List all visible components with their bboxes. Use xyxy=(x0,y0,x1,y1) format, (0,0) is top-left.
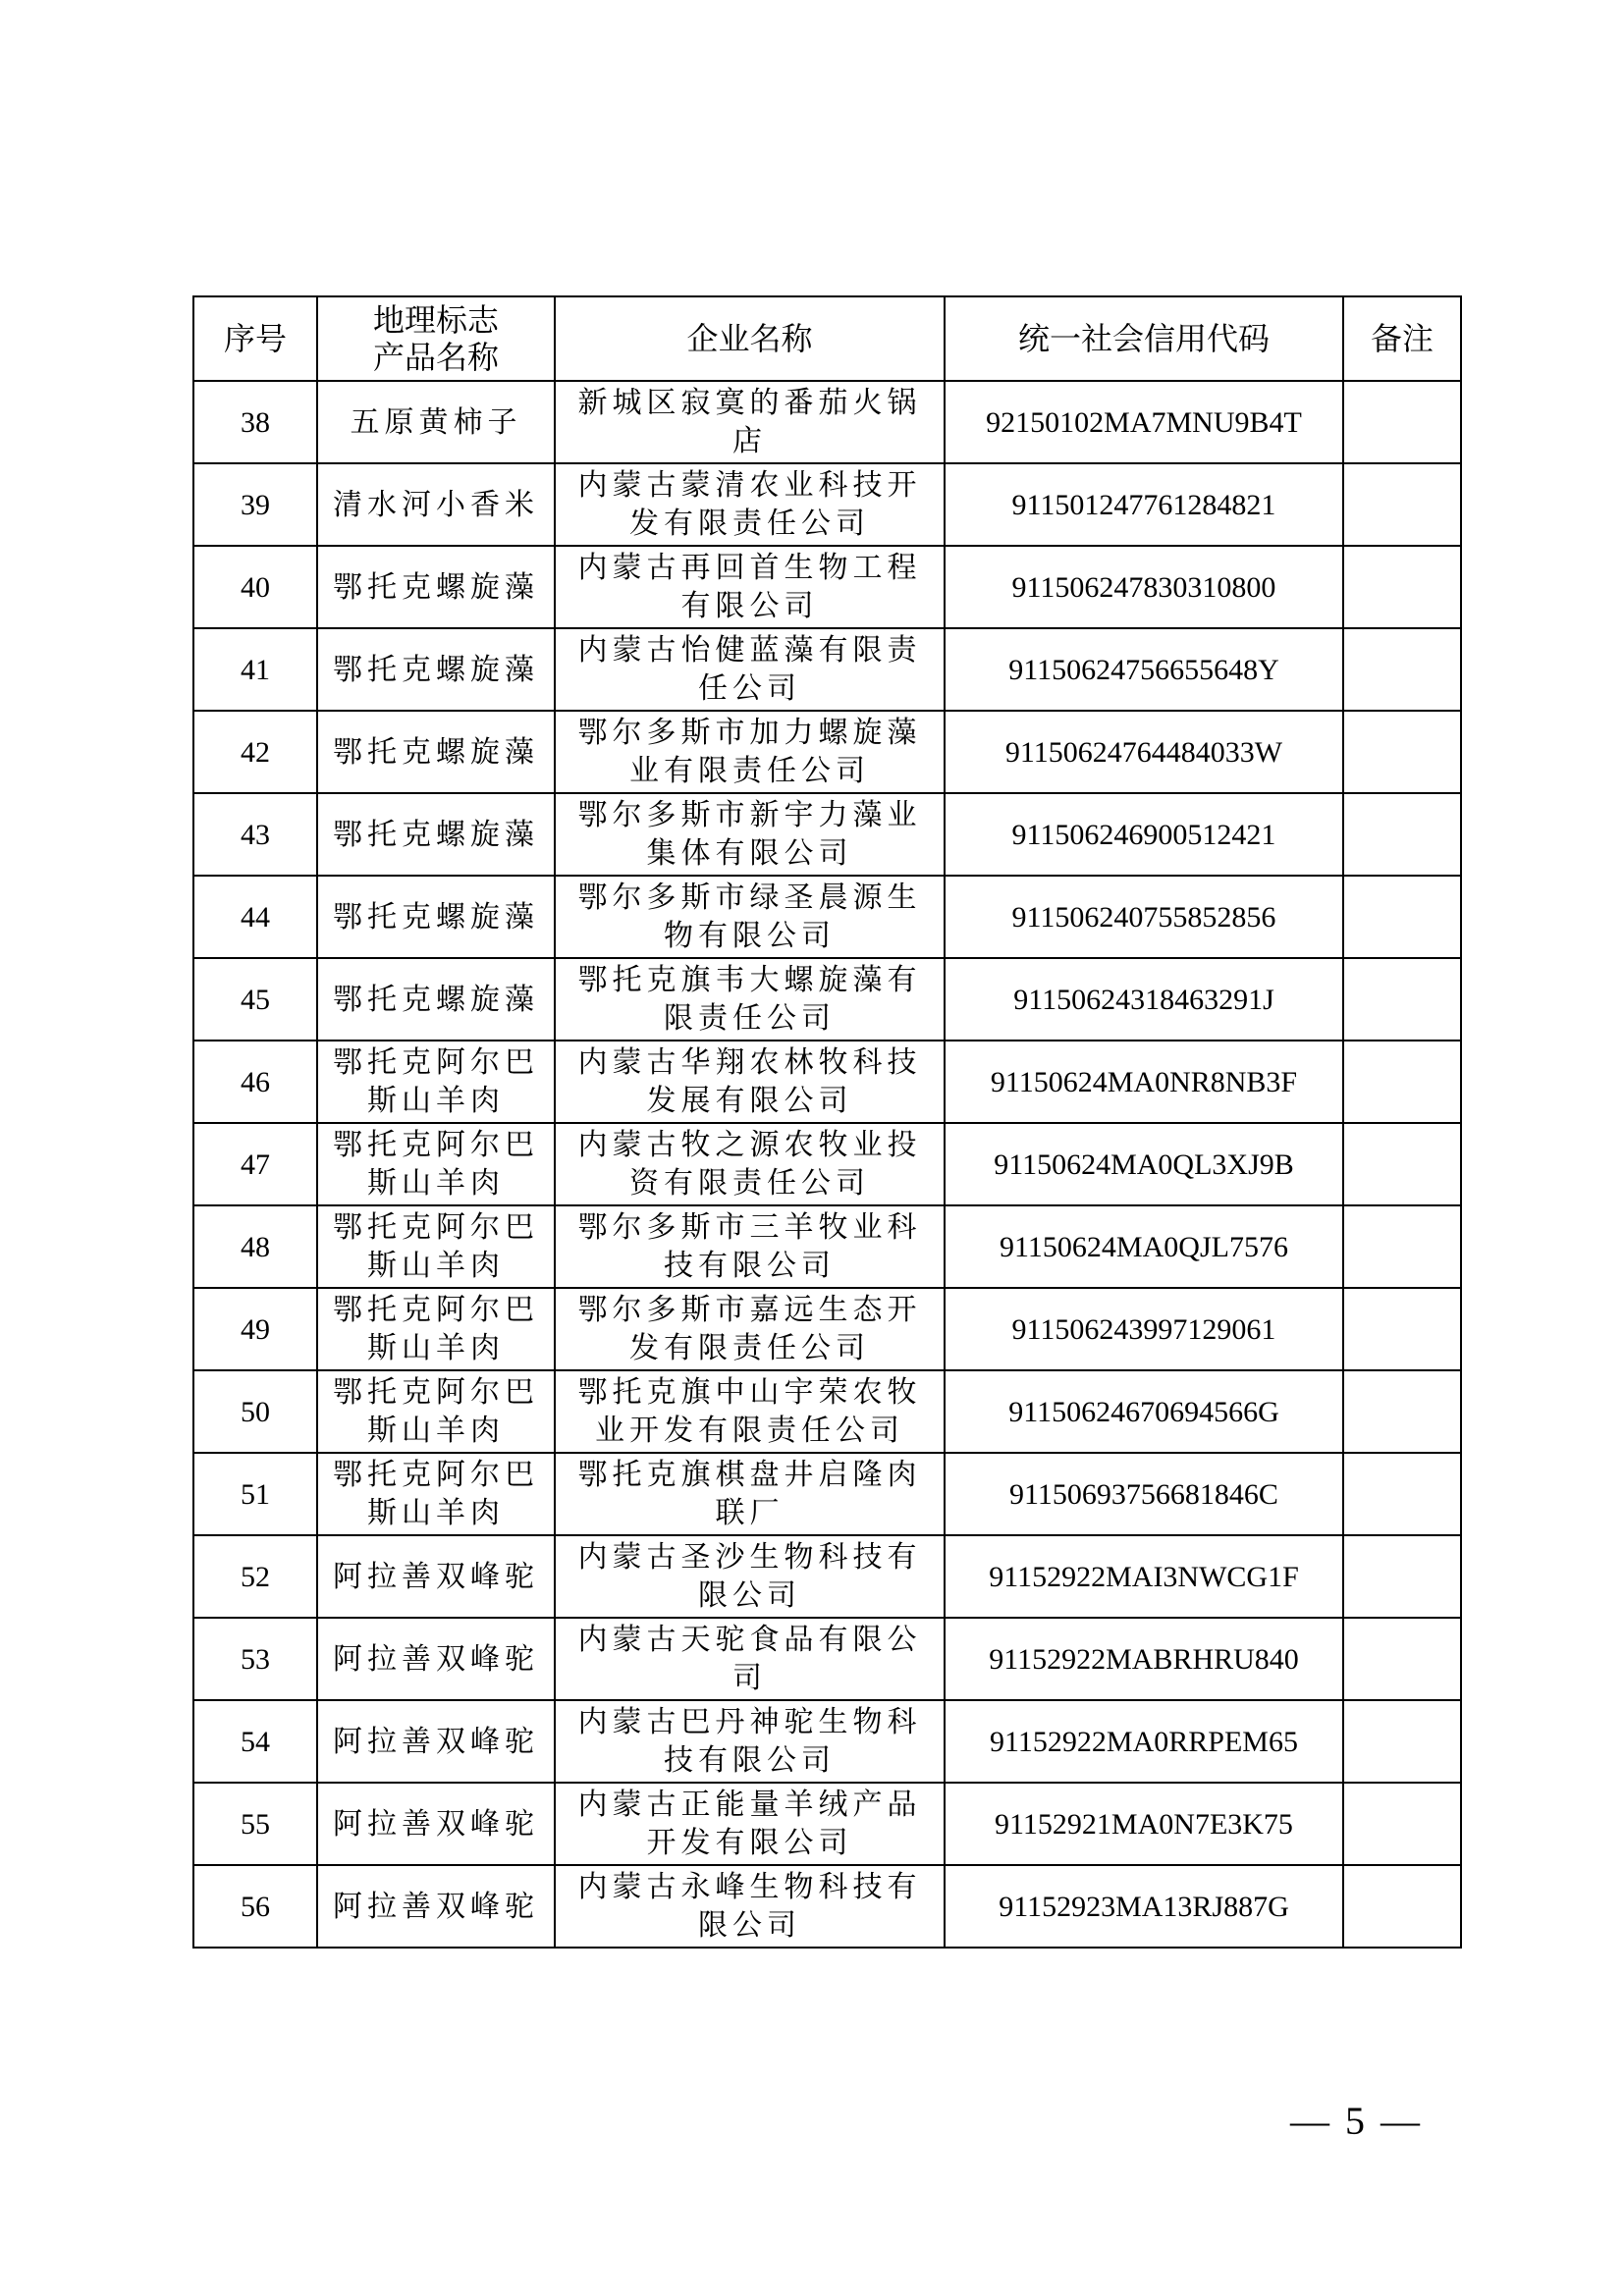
cell-remark xyxy=(1343,1618,1461,1700)
cell-no: 55 xyxy=(193,1783,317,1865)
cell-remark xyxy=(1343,1370,1461,1453)
table-row xyxy=(193,381,1461,463)
cell-product: 鄂托克阿尔巴斯山羊肉 xyxy=(317,1123,555,1205)
cell-product: 鄂托克阿尔巴斯山羊肉 xyxy=(317,1205,555,1288)
cell-credit-code: 91152923MA13RJ887G xyxy=(945,1865,1343,1948)
cell-credit-code: 91150624318463291J xyxy=(945,958,1343,1041)
cell-remark xyxy=(1343,1700,1461,1783)
table-row xyxy=(193,958,1461,1041)
cell-remark xyxy=(1343,463,1461,546)
table-row xyxy=(193,1041,1461,1123)
cell-credit-code: 91150624764484033W xyxy=(945,711,1343,793)
cell-company: 鄂尔多斯市嘉远生态开发有限责任公司 xyxy=(555,1288,945,1370)
cell-company: 内蒙古天驼食品有限公司 xyxy=(555,1618,945,1700)
cell-remark xyxy=(1343,876,1461,958)
cell-no: 48 xyxy=(193,1205,317,1288)
cell-remark xyxy=(1343,1865,1461,1948)
cell-credit-code: 91152921MA0N7E3K75 xyxy=(945,1783,1343,1865)
cell-remark xyxy=(1343,1453,1461,1535)
table-row xyxy=(193,711,1461,793)
cell-no: 41 xyxy=(193,628,317,711)
cell-no: 43 xyxy=(193,793,317,876)
cell-company: 内蒙古牧之源农牧业投资有限责任公司 xyxy=(555,1123,945,1205)
table-row xyxy=(193,1700,1461,1783)
cell-credit-code: 91150624MA0NR8NB3F xyxy=(945,1041,1343,1123)
header-company: 企业名称 xyxy=(555,296,945,381)
cell-company: 内蒙古圣沙生物科技有限公司 xyxy=(555,1535,945,1618)
cell-company: 鄂托克旗棋盘井启隆肉联厂 xyxy=(555,1453,945,1535)
cell-credit-code: 91152922MABRHRU840 xyxy=(945,1618,1343,1700)
cell-company: 内蒙古正能量羊绒产品开发有限公司 xyxy=(555,1783,945,1865)
header-product: 地理标志产品名称 xyxy=(317,296,555,381)
cell-credit-code: 91150624670694566G xyxy=(945,1370,1343,1453)
table-row xyxy=(193,876,1461,958)
cell-company: 内蒙古华翔农林牧科技发展有限公司 xyxy=(555,1041,945,1123)
header-remark: 备注 xyxy=(1343,296,1461,381)
cell-product: 鄂托克螺旋藻 xyxy=(317,876,555,958)
cell-credit-code: 911506246900512421 xyxy=(945,793,1343,876)
cell-remark xyxy=(1343,1123,1461,1205)
cell-no: 50 xyxy=(193,1370,317,1453)
cell-no: 56 xyxy=(193,1865,317,1948)
cell-remark xyxy=(1343,1205,1461,1288)
cell-product: 阿拉善双峰驼 xyxy=(317,1783,555,1865)
cell-remark xyxy=(1343,628,1461,711)
table-row xyxy=(193,1865,1461,1948)
cell-credit-code: 911506240755852856 xyxy=(945,876,1343,958)
table-row xyxy=(193,463,1461,546)
table-row xyxy=(193,1205,1461,1288)
cell-product: 鄂托克螺旋藻 xyxy=(317,546,555,628)
header-row xyxy=(193,296,1461,381)
table-header xyxy=(193,296,1461,381)
table-row xyxy=(193,1370,1461,1453)
cell-company: 内蒙古巴丹神驼生物科技有限公司 xyxy=(555,1700,945,1783)
cell-company: 内蒙古怡健蓝藻有限责任公司 xyxy=(555,628,945,711)
cell-remark xyxy=(1343,793,1461,876)
cell-product: 鄂托克螺旋藻 xyxy=(317,711,555,793)
table-row xyxy=(193,1453,1461,1535)
table-row xyxy=(193,1783,1461,1865)
cell-no: 46 xyxy=(193,1041,317,1123)
cell-no: 49 xyxy=(193,1288,317,1370)
cell-no: 40 xyxy=(193,546,317,628)
enterprise-table xyxy=(192,295,1462,1949)
cell-credit-code: 92150102MA7MNU9B4T xyxy=(945,381,1343,463)
cell-remark xyxy=(1343,1288,1461,1370)
cell-product: 阿拉善双峰驼 xyxy=(317,1535,555,1618)
cell-credit-code: 91152922MAI3NWCG1F xyxy=(945,1535,1343,1618)
cell-remark xyxy=(1343,1783,1461,1865)
cell-product: 阿拉善双峰驼 xyxy=(317,1865,555,1948)
cell-product: 鄂托克阿尔巴斯山羊肉 xyxy=(317,1041,555,1123)
footer-dash-right: — xyxy=(1380,2099,1420,2143)
cell-company: 新城区寂寞的番茄火锅店 xyxy=(555,381,945,463)
cell-product: 清水河小香米 xyxy=(317,463,555,546)
cell-no: 38 xyxy=(193,381,317,463)
table-row xyxy=(193,628,1461,711)
table-row xyxy=(193,1535,1461,1618)
cell-product: 鄂托克阿尔巴斯山羊肉 xyxy=(317,1288,555,1370)
cell-product: 鄂托克螺旋藻 xyxy=(317,793,555,876)
cell-company: 鄂尔多斯市绿圣晨源生物有限公司 xyxy=(555,876,945,958)
page-number: 5 xyxy=(1345,2099,1365,2143)
cell-no: 53 xyxy=(193,1618,317,1700)
cell-product: 五原黄柿子 xyxy=(317,381,555,463)
cell-product: 阿拉善双峰驼 xyxy=(317,1618,555,1700)
table-row xyxy=(193,1288,1461,1370)
cell-credit-code: 911506247830310800 xyxy=(945,546,1343,628)
cell-credit-code: 91150624MA0QL3XJ9B xyxy=(945,1123,1343,1205)
cell-product: 鄂托克阿尔巴斯山羊肉 xyxy=(317,1370,555,1453)
cell-company: 鄂托克旗韦大螺旋藻有限责任公司 xyxy=(555,958,945,1041)
cell-remark xyxy=(1343,711,1461,793)
cell-product: 鄂托克阿尔巴斯山羊肉 xyxy=(317,1453,555,1535)
cell-credit-code: 91152922MA0RRPEM65 xyxy=(945,1700,1343,1783)
cell-remark xyxy=(1343,958,1461,1041)
cell-no: 54 xyxy=(193,1700,317,1783)
cell-company: 鄂托克旗中山宇荣农牧业开发有限责任公司 xyxy=(555,1370,945,1453)
cell-product: 鄂托克螺旋藻 xyxy=(317,628,555,711)
cell-no: 52 xyxy=(193,1535,317,1618)
cell-remark xyxy=(1343,546,1461,628)
table-row xyxy=(193,1123,1461,1205)
cell-remark xyxy=(1343,1041,1461,1123)
footer-dash-left: — xyxy=(1290,2099,1329,2143)
cell-company: 内蒙古蒙清农业科技开发有限责任公司 xyxy=(555,463,945,546)
cell-credit-code: 911506243997129061 xyxy=(945,1288,1343,1370)
header-credit-code: 统一社会信用代码 xyxy=(945,296,1343,381)
cell-credit-code: 91150624756655648Y xyxy=(945,628,1343,711)
cell-product: 鄂托克螺旋藻 xyxy=(317,958,555,1041)
cell-remark xyxy=(1343,1535,1461,1618)
cell-company: 鄂尔多斯市加力螺旋藻业有限责任公司 xyxy=(555,711,945,793)
cell-company: 内蒙古永峰生物科技有限公司 xyxy=(555,1865,945,1948)
cell-no: 39 xyxy=(193,463,317,546)
cell-remark xyxy=(1343,381,1461,463)
cell-company: 鄂尔多斯市三羊牧业科技有限公司 xyxy=(555,1205,945,1288)
cell-product: 阿拉善双峰驼 xyxy=(317,1700,555,1783)
cell-credit-code: 911501247761284821 xyxy=(945,463,1343,546)
cell-no: 45 xyxy=(193,958,317,1041)
table-row xyxy=(193,1618,1461,1700)
table-row xyxy=(193,793,1461,876)
cell-credit-code: 91150693756681846C xyxy=(945,1453,1343,1535)
cell-no: 47 xyxy=(193,1123,317,1205)
cell-no: 44 xyxy=(193,876,317,958)
page-footer xyxy=(1282,2098,1428,2144)
cell-credit-code: 91150624MA0QJL7576 xyxy=(945,1205,1343,1288)
cell-company: 内蒙古再回首生物工程有限公司 xyxy=(555,546,945,628)
table-body xyxy=(193,381,1461,1948)
cell-no: 51 xyxy=(193,1453,317,1535)
header-no: 序号 xyxy=(193,296,317,381)
table-row xyxy=(193,546,1461,628)
cell-company: 鄂尔多斯市新宇力藻业集体有限公司 xyxy=(555,793,945,876)
cell-no: 42 xyxy=(193,711,317,793)
